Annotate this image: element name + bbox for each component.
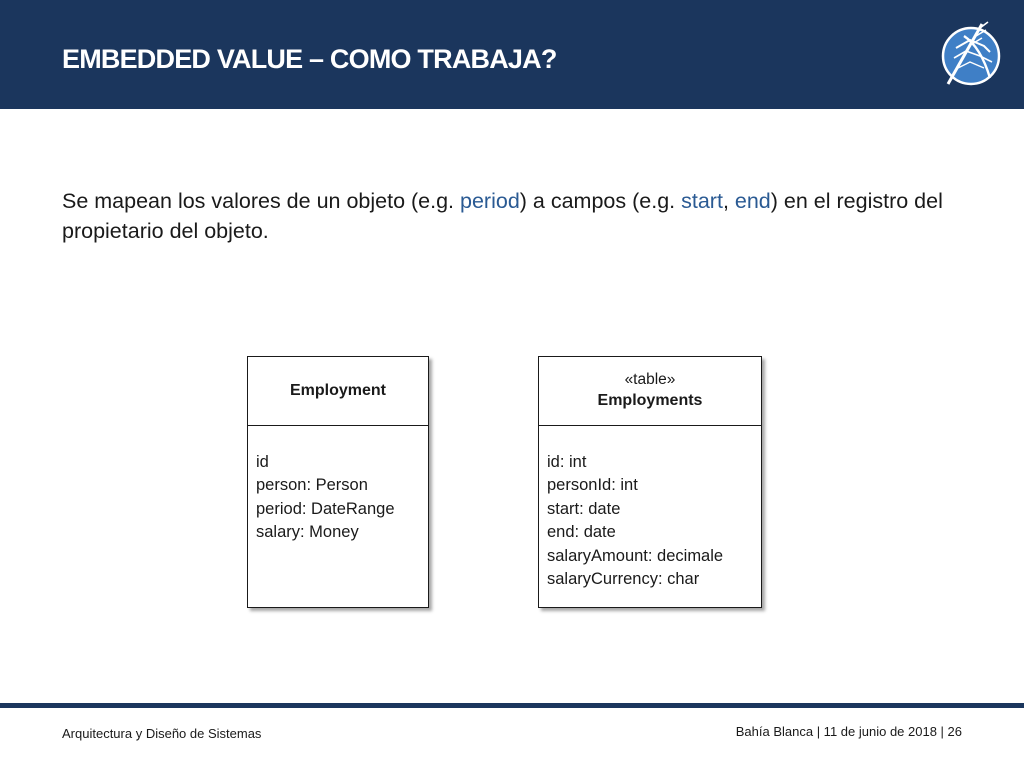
table-column: salaryCurrency: char [547, 570, 700, 589]
employment-class-box [247, 356, 429, 608]
highlight-period: period [460, 189, 520, 213]
table-column: start: date [547, 499, 621, 518]
body-paragraph [62, 186, 952, 246]
body-text-1: Se mapean los valores de un objeto (e.g. [62, 189, 461, 213]
class-attribute: person: Person [256, 476, 368, 495]
class-attribute: id [256, 453, 269, 471]
footer-divider [0, 703, 1024, 708]
class-attribute: period: DateRange [256, 499, 395, 518]
table-name: Employments [597, 392, 703, 409]
class-attributes [248, 426, 428, 545]
table-column: end: date [547, 523, 616, 542]
table-stereotype: «table» [624, 371, 676, 388]
slide-header [0, 0, 1024, 109]
employments-table-box [538, 356, 762, 608]
footer-place-date-page: Bahía Blanca | 11 de junio de 2018 | 26 [735, 724, 962, 739]
class-attribute: salary: Money [256, 523, 359, 542]
table-column: personId: int [547, 476, 638, 495]
class-box-header [248, 357, 428, 426]
highlight-start: start [681, 189, 723, 213]
highlight-end: end [734, 189, 771, 213]
body-text-3: , [722, 189, 735, 213]
body-text-4: ) en el registro del propietario del objeto. [62, 189, 943, 243]
class-name: Employment [289, 382, 386, 399]
table-columns [539, 426, 761, 591]
table-column: salaryAmount: decimale [547, 546, 724, 565]
table-column: id: int [547, 453, 587, 471]
slide-title: EMBEDDED VALUE – COMO TRABAJA? [62, 44, 557, 74]
footer-course-name: Arquitectura y Diseño de Sistemas [62, 726, 262, 741]
table-box-header [539, 357, 761, 426]
university-logo-icon [940, 18, 1002, 88]
body-text-2: ) a campos (e.g. [519, 189, 682, 213]
